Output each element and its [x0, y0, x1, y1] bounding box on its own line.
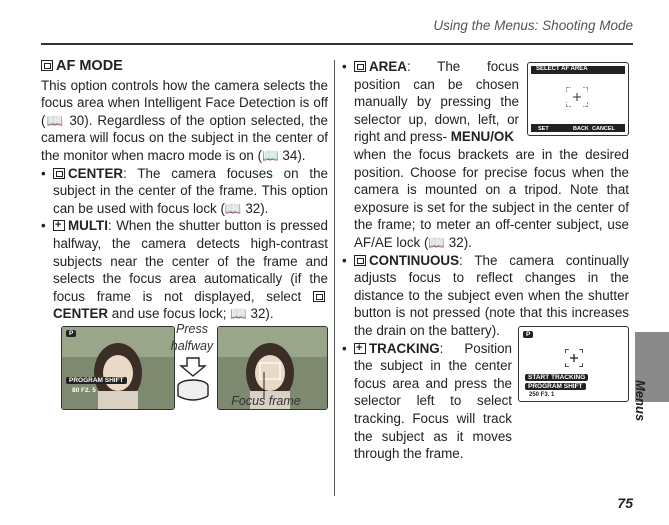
left-column [41, 58, 328, 323]
column-divider [334, 60, 335, 496]
caption-halfway: halfway [170, 339, 214, 353]
center-icon [53, 168, 65, 179]
program-shift-label: PROGRAM SHIFT [525, 383, 586, 390]
set-label: SET [538, 126, 549, 132]
bullet-tracking: • + TRACKING: Position the subject in the center focus area and press the selector left to select tracking. Focus will track the subject as it moves through the frame. [342, 340, 512, 463]
start-tracking-label: START TRACKING [525, 374, 588, 381]
focus-bracket-icon [566, 87, 588, 107]
camera-screen-before [61, 326, 175, 410]
exposure-readout: 80 F2. 5 [72, 387, 96, 394]
center-icon-inline [313, 291, 325, 302]
section-tab-label: Menus [633, 380, 648, 422]
page-number: 75 [617, 495, 633, 511]
intro-paragraph: This option controls how the camera selects the focus area when Intelligent Face Detection is off (📖 30). Regardless of the option selected, the camera will focus on the subject in the center of the monitor when macro mode is on (📖 34). [41, 77, 328, 163]
area-text-cont: when the focus brackets are in the desired position. Choose for precise focus when the camera is mounted on a tripod. Note that exposure is set for the subject in the center of the frame; to meter an off-center subject, use AF/AE lock (📖 32). • CONTINUOUS: The camera continually adjusts focus to reflect changes in the distance to the subject even when the shutter button is not pressed (note that this increases the drain on the battery). • + TRACKING: Position the subject in the center focus area and press the selector left to select tracking. Focus will track the subject as it moves through the frame. [342, 146, 629, 463]
mode-badge: P [66, 330, 76, 337]
bullet-area: • AREA: The focus position can be chosen manually by pressing the selector up, down, left, or right and press- MENU/OK [342, 59, 519, 145]
af-mode-icon [41, 60, 53, 71]
running-head: Using the Menus: Shooting Mode [433, 18, 633, 33]
tracking-icon [354, 343, 366, 354]
multi-icon [53, 220, 65, 231]
caption-press: Press [176, 322, 208, 336]
section-heading: AF MODE [41, 58, 328, 76]
continuous-icon [354, 255, 366, 266]
exposure-readout: 250 F3. 1 [529, 392, 555, 398]
af-area-screen [527, 62, 629, 136]
bullet-multi: • + MULTI: When the shutter button is pressed halfway, the camera detects high-contrast subjects near the center of the frame and selects the focus area automatically (if the focus frame is not displayed, select CENTER and use focus lock; 📖 32). [41, 217, 328, 323]
tracking-target-icon [565, 349, 583, 367]
area-screen-title: SELECT AF AREA [536, 66, 588, 72]
program-shift-label: PROGRAM SHIFT [66, 377, 127, 384]
cancel-label: CANCEL [592, 126, 615, 132]
shutter-press-illustration [173, 356, 213, 404]
caption-focus-frame: Focus frame [231, 394, 301, 408]
back-label: BACK [573, 126, 589, 132]
area-icon [354, 61, 366, 72]
tracking-screen [518, 326, 629, 402]
header-rule [41, 43, 633, 45]
bullet-center: • CENTER: The camera focuses on the subject in the center of the frame. This option can be used with focus lock (📖 32). [41, 165, 328, 216]
mode-badge: P [523, 331, 533, 338]
bullet-continuous: • CONTINUOUS: The camera continually adjusts focus to reflect changes in the distance to the subject even when the shutter button is not pressed (note that this increases the drain on the battery). [342, 252, 629, 338]
portrait-photo-1 [62, 327, 174, 409]
